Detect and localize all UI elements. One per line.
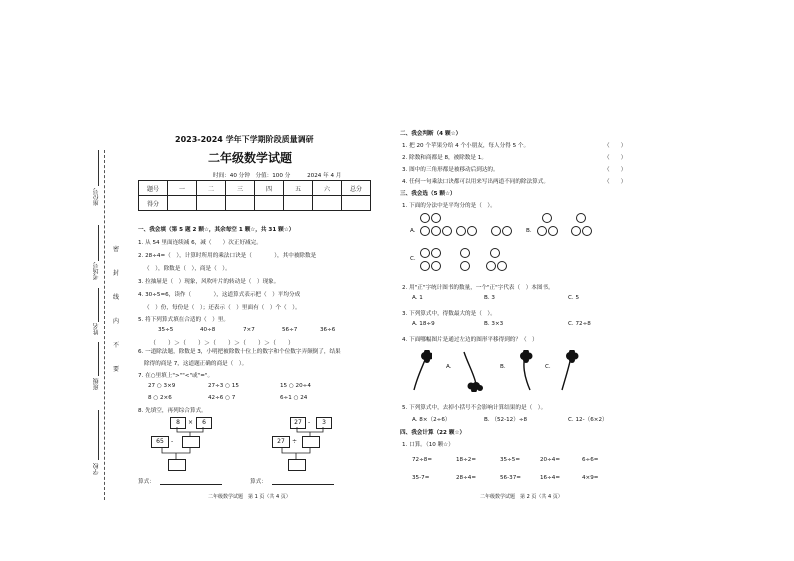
smiley-icon [460,248,470,258]
smiley-icon [431,261,441,271]
face-group-c [420,248,530,274]
option-text[interactable]: A. 1 [412,295,423,301]
question-text: 2. 28÷4=（ ），计算时所用的乘法口诀是（ ），其中被除数是 [138,253,317,259]
smiley-icon [467,226,477,236]
score-cell[interactable] [313,196,342,211]
q8-operator: - [171,438,174,445]
seal-char: 封 [113,270,120,277]
calc-item[interactable]: 28÷4= [456,475,477,481]
formula-answer-line[interactable] [160,484,222,485]
calc-item[interactable]: 35-7= [412,475,430,481]
score-table [138,180,371,211]
question-text: 4. 30÷5=6，读作（ ），这道算式表示把（ ）平均分成 [138,292,301,298]
smiley-icon [431,213,441,223]
table-cell: 二 [197,181,226,196]
score-cell[interactable] [168,196,197,211]
smiley-icon [502,226,512,236]
score-cell[interactable] [284,196,313,211]
flower-figure-a[interactable] [458,350,486,392]
judge-item: 3. 图中的三角形都是被移动后到达的。 [402,167,499,173]
question-text: 8. 先填空，再列综合算式。 [138,408,207,414]
q5-item: 56÷7 [282,327,298,333]
seal-char: 线 [113,294,120,301]
smiley-icon [420,213,430,223]
face-group-a2 [456,213,480,241]
judge-item: 4. 任何一句乘法口诀都可以用来写出两道不同的除法算式。 [402,179,549,185]
class-line [98,342,99,376]
option-text[interactable]: C. 72÷8 [568,321,591,327]
question-text: 5. 下列算式中，去掉小括号不会影响计算结果的是（ ）。 [402,405,547,411]
smiley-icon [571,226,581,236]
seal-char: 要 [113,366,120,373]
option-text[interactable]: A. 18÷9 [412,321,435,327]
smiley-icon [537,226,547,236]
smiley-icon [420,248,430,258]
smiley-icon [420,261,430,271]
judge-answer[interactable]: （ ） [604,179,627,185]
question-text: 1. 从 54 里面连续减 6，减（ ）次正好减完。 [138,240,262,246]
option-text[interactable]: C. 12-（6×2） [568,417,608,423]
flower-figure-c[interactable] [556,350,582,392]
option-label: C. [410,256,416,262]
formula-label: 算式： [138,479,155,485]
option-text[interactable]: B. 3×3 [484,321,504,327]
calc-item[interactable]: 4×9= [582,475,599,481]
q7-item[interactable]: 27÷3 ○ 15 [208,383,239,389]
table-cell: 得分 [139,196,168,211]
q7-item[interactable]: 27 ○ 3×9 [148,383,176,389]
formula-answer-line[interactable] [272,484,334,485]
q7-item[interactable]: 42÷6 ○ 7 [208,395,236,401]
smiley-icon [548,226,558,236]
question-text: 3. 拉抽屉是（ ）现象，风吹叶片的转动是（ ）现象。 [138,279,280,285]
q5-answer-line[interactable]: （ ）＞（ ）＞（ ）＞（ ）＞（ ） [150,340,295,347]
smiley-icon [497,261,507,271]
name-label: 姓名 [93,323,100,335]
option-text[interactable]: B. （52-12）÷8 [484,417,528,423]
q5-item: 35÷5 [158,327,174,333]
q7-item[interactable]: 6÷1 ○ 24 [280,395,308,401]
exam-meta: 时间：40 分钟 分值：100 分 2024 年 4 月 [213,173,342,179]
question-text: （ ），除数是（ ），商是（ ）。 [144,266,231,272]
smiley-icon [442,226,452,236]
exam-no-line [98,225,99,261]
smiley-icon [582,226,592,236]
table-cell: 四 [255,181,284,196]
seal-char: 密 [113,246,120,253]
option-text[interactable]: B. 3 [484,295,495,301]
option-label: A. [446,364,452,370]
smiley-icon [576,213,586,223]
page-footer: 二年级数学试题 第 1 页（共 4 页） [208,494,291,500]
table-cell: 五 [284,181,313,196]
question-text: 7. 在○里填上">""<"或"="。 [138,373,214,379]
smiley-icon [486,261,496,271]
q8-answer-box[interactable] [288,459,306,471]
table-cell: 六 [313,181,342,196]
section-heading: 四、我会计算（22 颗☆） [400,430,466,436]
name-line [98,288,99,322]
binding-line [104,150,105,500]
student-id-label: 座位号 [93,188,100,206]
calc-item[interactable]: 16÷4= [540,475,561,481]
q8-box: 6 [196,417,212,429]
smiley-icon [542,213,552,223]
school-line [98,410,99,460]
calc-item[interactable]: 20÷4= [540,457,561,463]
question-text: 4. 下面哪幅图片是通过左边的图形平移得到的？（ ） [402,337,538,343]
q5-item: 36÷6 [320,327,336,333]
q8-answer-box[interactable] [302,436,320,448]
question-text: 除得的商是 7，这道题正确的商是（ ）。 [144,361,248,367]
option-label: B. [526,228,532,234]
option-text[interactable]: C. 5 [568,295,580,301]
table-cell: 一 [168,181,197,196]
q8-answer-box[interactable] [168,459,186,471]
q8-right-diagram [270,415,350,475]
face-group-a3 [486,213,520,241]
section-heading: 三、我会选（5 颗☆） [400,191,456,197]
judge-item: 2. 除数和商都是 8，被除数是 1。 [402,155,487,161]
exam-no-label: 考场号 [93,262,100,280]
question-text: 1. 口算。（10 颗☆） [402,442,454,448]
question-text: （ ）份，每份是（ ）；还表示（ ）里面有（ ）个（ ）。 [144,305,301,311]
smiley-icon [490,248,500,258]
q8-box: 65 [151,436,169,448]
exam-header: 2023-2024 学年下学期阶段质量调研 [175,135,314,144]
face-group-b [537,213,607,241]
smiley-icon [431,226,441,236]
question-text: 6. 一道除法题，除数是 3，小明把被除数十位上的数字和个位数字弄颠倒了，结果 [138,349,341,355]
question-text: 1. 下面的分法中是平均分的是（ ）。 [402,203,496,209]
calc-item[interactable]: 56-37= [500,475,521,481]
q8-left-diagram [148,415,228,475]
face-group-a1 [420,213,454,241]
section-heading: 一、我会填（第 5 题 2 颗☆，其余每空 1 颗☆，共 31 颗☆） [138,227,295,233]
seal-char: 不 [113,342,120,349]
q7-item[interactable]: 15 ○ 20÷4 [280,383,311,389]
table-cell: 总分 [342,181,371,196]
q8-box: 3 [316,417,332,429]
question-text: 2. 用"正"字统计图书的数量，一个"正"字代表（ ）本图书。 [402,285,554,291]
score-cell[interactable] [197,196,226,211]
page-footer: 二年级数学试题 第 2 页（共 4 页） [480,494,563,500]
student-id-line [98,150,99,186]
q5-item: 7×7 [243,327,255,333]
option-label: C. [545,364,551,370]
judge-item: 1. 把 20 个苹果分给 4 个小朋友，每人分得 5 个。 [402,143,530,149]
q8-operator: ÷ [292,438,298,445]
judge-answer[interactable]: （ ） [604,167,627,173]
option-label: B. [500,364,506,370]
seal-char: 内 [113,318,120,325]
q8-box: 27 [272,436,290,448]
table-cell: 题号 [139,181,168,196]
smiley-icon [491,226,501,236]
flower-figure-original [406,350,432,392]
flower-figure-b[interactable] [510,350,536,392]
smiley-icon [420,226,430,236]
q7-item[interactable]: 8 ○ 2×6 [148,395,172,401]
q8-operator: - [308,419,311,426]
score-table-score-row [139,196,371,211]
class-label: 班级 [93,378,100,390]
q5-item: 40÷8 [200,327,216,333]
school-label: 学校 [93,463,100,475]
score-cell[interactable] [226,196,255,211]
exam-title: 二年级数学试题 [208,151,293,165]
formula-label: 算式： [250,479,267,485]
score-cell[interactable] [342,196,371,211]
section-heading: 二、我会判断（4 颗☆） [400,131,462,137]
q8-answer-box[interactable] [182,436,200,448]
q8-box: 8 [170,417,186,429]
score-table-header-row [139,181,371,196]
calc-item[interactable]: 72÷8= [412,457,433,463]
calc-item[interactable]: 35÷5= [500,457,521,463]
calc-item[interactable]: 18÷2= [456,457,477,463]
score-cell[interactable] [255,196,284,211]
q8-box: 27 [290,417,306,429]
option-text[interactable]: A. 8×（2÷6） [412,417,451,423]
smiley-icon [456,226,466,236]
q8-operator: × [188,419,194,426]
table-cell: 三 [226,181,255,196]
question-text: 3. 下列算式中，得数最大的是（ ）。 [402,311,496,317]
smiley-icon [431,248,441,258]
judge-answer[interactable]: （ ） [604,143,627,149]
question-text: 5. 将下列算式填在合适的（ ）里。 [138,317,230,323]
smiley-icon [460,261,470,271]
calc-item[interactable]: 6÷6= [582,457,599,463]
option-label: A. [410,228,416,234]
judge-answer[interactable]: （ ） [604,155,627,161]
